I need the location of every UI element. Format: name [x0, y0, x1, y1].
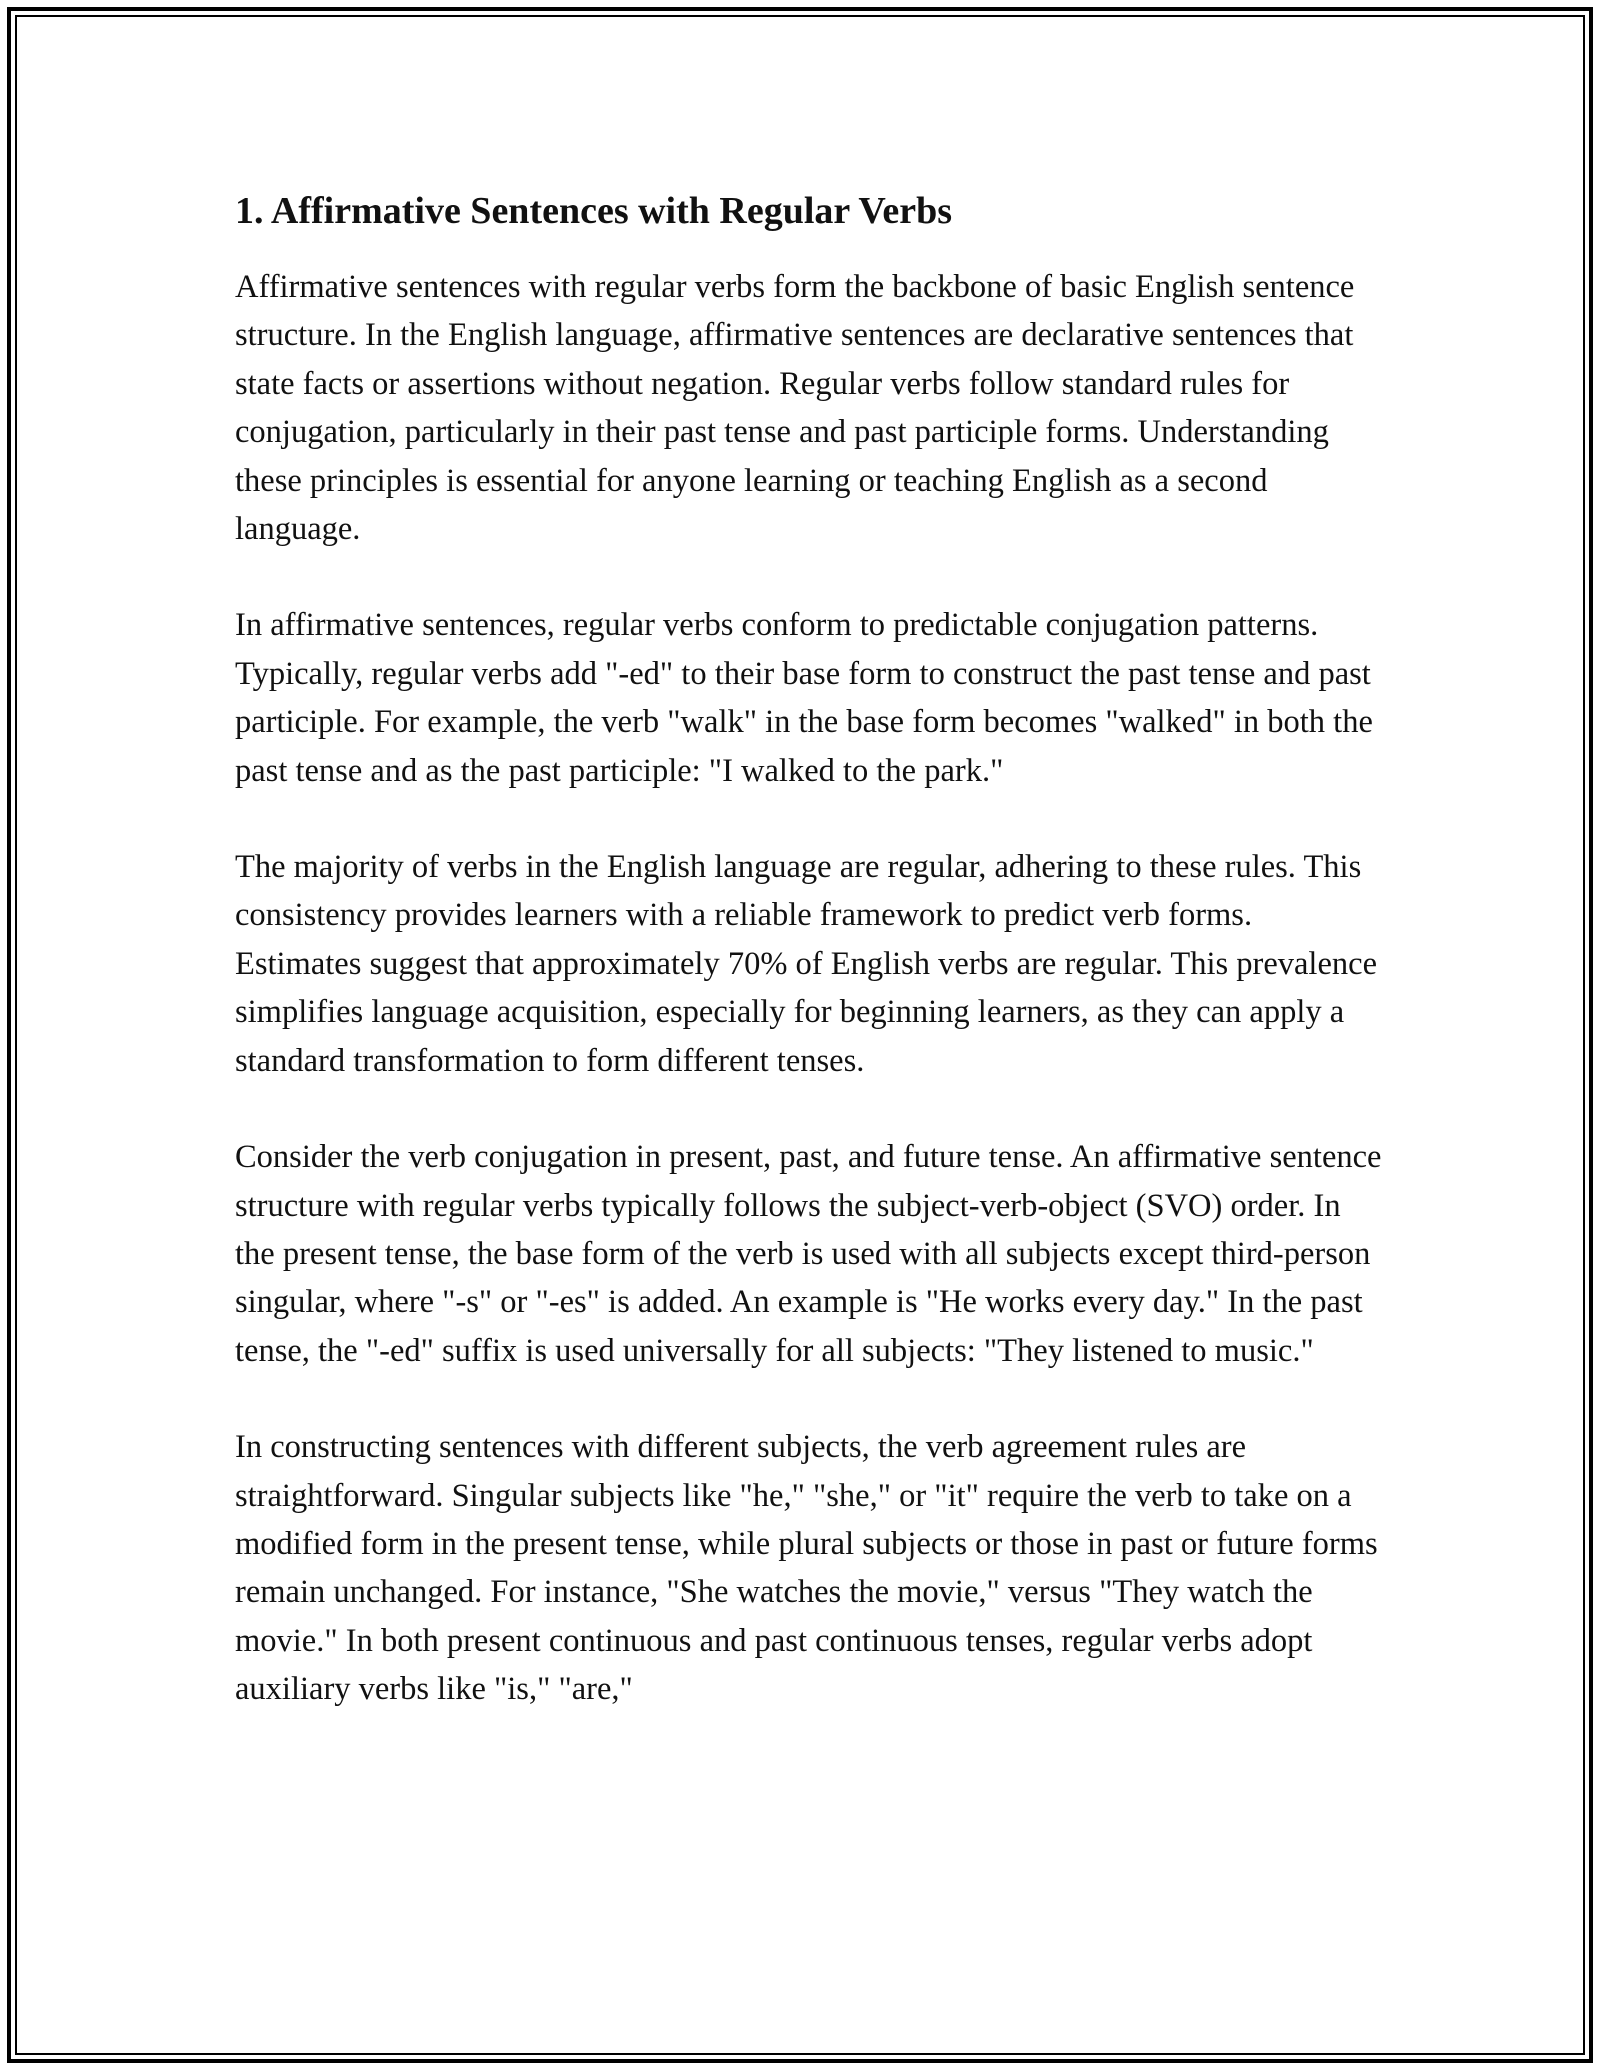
paragraph-2: In affirmative sentences, regular verbs conform to predictable conjugation patterns. Typically, regular verbs add "-ed" to their base form to construct the past tense and past participle. For example, the verb "walk" in the base form becomes "walked" in both the past tense and as the past participle: "I walked to the park.": [235, 607, 1373, 789]
paragraph-3: The majority of verbs in the English language are regular, adhering to these rules. This consistency provides learners with a reliable framework to predict verb forms. Estimates suggest that approximately 70% of English verbs are regular. This prevalence simplifies language acquisition, especially for beginning learners, as they can apply a standard transformation to form different tenses.: [235, 849, 1377, 1079]
paragraph-4: Consider the verb conjugation in present, past, and future tense. An affirmative sentence structure with regular verbs typically follows the subject-verb-object (SVO) order. In the present tense, the base form of the verb is used with all subjects except third-person singular, where "-s" or "-es" is added. An example is "He works every day." In the past tense, the "-ed" suffix is used universally for all subjects: "They listened to music.": [235, 1139, 1382, 1369]
paragraph-5: In constructing sentences with different subjects, the verb agreement rules are straightforward. Singular subjects like "he," "she," or "it" require the verb to take on a modified form in the present tense, while plural subjects or those in past or future forms remain unchanged. For instance, "She watches the movie," versus "They watch the movie." In both present continuous and past continuous tenses, regular verbs adopt auxiliary verbs like "is," "are,": [235, 1429, 1378, 1708]
section-heading: 1. Affirmative Sentences with Regular Verbs: [235, 190, 953, 232]
paragraph-1: Affirmative sentences with regular verbs form the backbone of basic English sentence structure. In the English language, affirmative sentences are declarative sentences that state facts or assertions without negation. Regular verbs follow standard rules for conjugation, particularly in their past tense and past participle forms. Understanding these principles is essential for anyone learning or teaching English as a second language.: [235, 269, 1355, 548]
document-body: [235, 185, 1385, 1762]
